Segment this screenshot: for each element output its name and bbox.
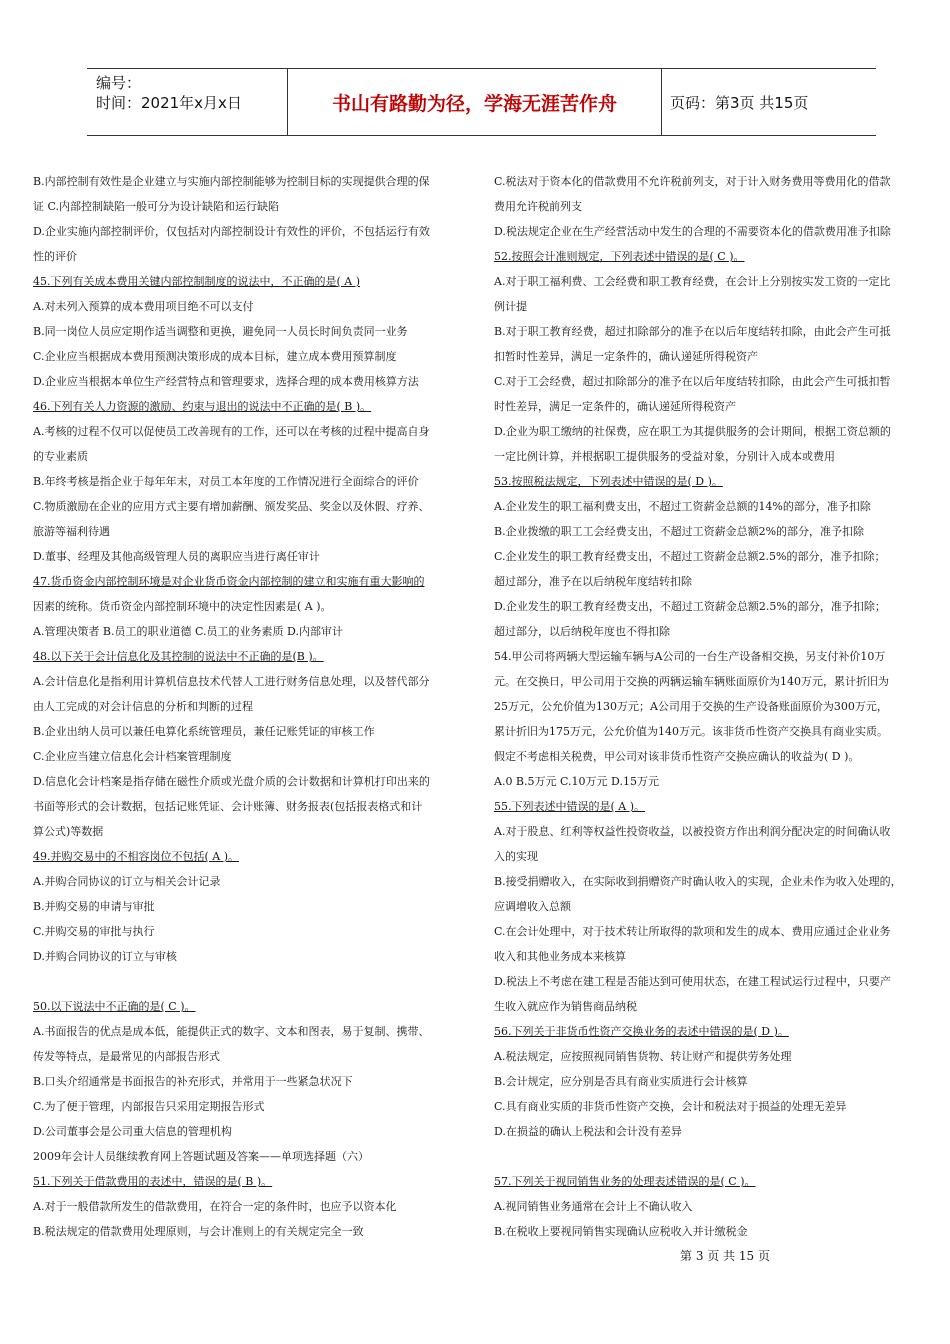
right-column-line: C.对于工会经费，超过扣除部分的准予在以后年度结转扣除，由此会产生可抵扣暂: [494, 375, 891, 388]
left-column-line: B.并购交易的申请与审批: [33, 900, 155, 913]
right-column-line: A.税法规定，应按照视同销售货物、转让财产和提供劳务处理: [494, 1050, 792, 1063]
right-column-line: 扣暂时性差异，满足一定条件的，确认递延所得税资产: [494, 350, 758, 363]
left-column-line: 49.并购交易中的不相容岗位不包括( A )。: [33, 850, 240, 863]
right-column-line: D.税法规定企业在生产经营活动中发生的合理的不需要资本化的借款费用准予扣除: [494, 225, 891, 238]
left-column-line: 由人工完成的对会计信息的分析和判断的过程: [33, 700, 253, 713]
left-column-line: 45.下列有关成本费用关键内部控制制度的说法中，不正确的是( A ): [33, 275, 361, 288]
right-column-line: A.对于职工福利费、工会经费和职工教育经费，在会计上分别按实发工资的一定比: [494, 275, 891, 288]
right-column-line: B.对于职工教育经费，超过扣除部分的准予在以后年度结转扣除，由此会产生可抵: [494, 325, 891, 338]
left-column-line: D.企业实施内部控制评价，仅包括对内部控制设计有效性的评价，不包括运行有效: [33, 225, 430, 238]
right-column-line: C.在会计处理中，对于技术转让所取得的款项和发生的成本、费用应通过企业业务: [494, 925, 891, 938]
left-column-line: 因素的统称。货币资金内部控制环境中的决定性因素是( A )。: [33, 600, 332, 613]
left-column-line: B.口头介绍通常是书面报告的补充形式，并常用于一些紧急状况下: [33, 1075, 353, 1088]
left-column-line: C.并购交易的审批与执行: [33, 925, 155, 938]
right-column-line: 55.下列表述中错误的是( A )。: [494, 800, 646, 813]
right-column-line: 54.甲公司将两辆大型运输车辆与A公司的一台生产设备相交换，另支付补价10万: [494, 650, 886, 663]
left-column-line: 旅游等福利待遇: [33, 525, 110, 538]
left-column-line: 书面等形式的会计数据，包括记账凭证、会计账簿、财务报表(包括报表格式和计: [33, 800, 423, 813]
header-page-number: 页码：第3页 共15页: [670, 93, 809, 112]
right-column-line: B.会计规定，应分别是否具有商业实质进行会计核算: [494, 1075, 748, 1088]
right-column-line: C.税法对于资本化的借款费用不允许税前列支，对于计入财务费用等费用化的借款: [494, 175, 891, 188]
left-column-line: C.为了便于管理，内部报告只采用定期报告形式: [33, 1100, 265, 1113]
right-column-line: C.企业发生的职工教育经费支出，不超过工资薪金总额2.5%的部分，准予扣除；: [494, 550, 886, 563]
header-motto: 书山有路勤为径，学海无涯苦作舟: [288, 69, 662, 135]
left-column: [33, 169, 473, 1244]
left-column-line: C.物质激励在企业的应用方式主要有增加薪酬、颁发奖品、奖金以及休假、疗养、: [33, 500, 430, 513]
right-column-line: 生收入就应作为销售商品纳税: [494, 1000, 637, 1013]
left-column-line: C.企业应当建立信息化会计档案管理制度: [33, 750, 232, 763]
right-column-line: [494, 1144, 938, 1169]
left-column-line: B.税法规定的借款费用处理原则，与会计准则上的有关规定完全一致: [33, 1225, 364, 1238]
right-column-line: 元。在交换日，甲公司用于交换的两辆运输车辆账面原价为140万元，累计折旧为: [494, 675, 889, 688]
right-column-line: 57.下列关于视同销售业务的处理表述错误的是( C )。: [494, 1175, 756, 1188]
left-column-line: A.对于一般借款所发生的借款费用，在符合一定的条件时，也应予以资本化: [33, 1200, 397, 1213]
right-column: [494, 169, 938, 1244]
left-column-line: A.书面报告的优点是成本低，能提供正式的数字、文本和图表，易于复制、携带、: [33, 1025, 430, 1038]
right-column-line: B.企业拨缴的职工工会经费支出，不超过工资薪金总额2%的部分，准予扣除: [494, 525, 865, 538]
left-column-line: 证 C.内部控制缺陷一般可分为设计缺陷和运行缺陷: [33, 200, 280, 213]
left-column-line: D.并购合同协议的订立与审核: [33, 950, 177, 963]
right-column-line: 25万元，公允价值为130万元；A公司用于交换的生产设备账面原价为300万元，: [494, 700, 888, 713]
right-column-line: D.在损益的确认上税法和会计没有差异: [494, 1125, 682, 1138]
time-label: 时间：2021年x月x日: [96, 94, 242, 112]
left-column-line: C.企业应当根据成本费用预测决策形成的成本目标，建立成本费用预算制度: [33, 350, 397, 363]
right-column-line: 例计提: [494, 300, 527, 313]
left-column-line: B.同一岗位人员应定期作适当调整和更换，避免同一人员长时间负责同一业务: [33, 325, 408, 338]
left-column-line: A.会计信息化是指利用计算机信息技术代替人工进行财务信息处理，以及替代部分: [33, 675, 430, 688]
right-column-line: 费用允许税前列支: [494, 200, 582, 213]
right-column-line: 时性差异，满足一定条件的，确认递延所得税资产: [494, 400, 736, 413]
right-column-line: 累计折旧为175万元，公允价值为140万元。该非货币性资产交换具有商业实质。: [494, 725, 888, 738]
right-column-line: A.企业发生的职工福利费支出，不超过工资薪金总额的14%的部分，准予扣除: [494, 500, 871, 513]
right-column-line: 一定比例计算，并根据职工提供服务的受益对象，分别计入成本或费用: [494, 450, 835, 463]
right-column-line: 52.按照会计准则规定，下列表述中错误的是( C )。: [494, 250, 745, 263]
right-column-line: B.在税收上要视同销售实现确认应税收入并计缴税金: [494, 1225, 748, 1238]
right-column-line: A.0 B.5万元 C.10万元 D.15万元: [494, 775, 659, 788]
right-column-line: D.税法上不考虑在建工程是否能达到可使用状态，在建工程试运行过程中，只要产: [494, 975, 891, 988]
left-column-line: D.董事、经理及其他高级管理人员的离职应当进行离任审计: [33, 550, 320, 563]
right-column-line: 超过部分，准予在以后纳税年度结转扣除: [494, 575, 692, 588]
right-column-line: C.具有商业实质的非货币性资产交换，会计和税法对于损益的处理无差异: [494, 1100, 847, 1113]
left-column-line: D.企业应当根据本单位生产经营特点和管理要求，选择合理的成本费用核算方法: [33, 375, 419, 388]
right-column-line: D.企业为职工缴纳的社保费，应在职工为其提供服务的会计期间，根据工资总额的: [494, 425, 891, 438]
left-column-line: A.并购合同协议的订立与相关会计记录: [33, 875, 221, 888]
left-column-line: B.内部控制有效性是企业建立与实施内部控制能够为控制目标的实现提供合理的保: [33, 175, 430, 188]
left-column-line: A.考核的过程不仅可以促使员工改善现有的工作，还可以在考核的过程中提高自身: [33, 425, 430, 438]
right-column-line: B.接受捐赠收入，在实际收到捐赠资产时确认收入的实现，企业未作为收入处理的，: [494, 875, 902, 888]
left-column-line: 性的评价: [33, 250, 77, 263]
left-column-line: B.企业出纳人员可以兼任电算化系统管理员，兼任记账凭证的审核工作: [33, 725, 375, 738]
left-column-line: 传发等特点，是最常见的内部报告形式: [33, 1050, 220, 1063]
left-column-line: 47.货币资金内部控制环境是对企业货币资金内部控制的建立和实施有重大影响的: [33, 575, 425, 588]
left-column-line: 48.以下关于会计信息化及其控制的说法中不正确的是(B )。: [33, 650, 324, 663]
right-column-line: A.对于股息、红利等权益性投资收益，以被投资方作出利润分配决定的时间确认收: [494, 825, 891, 838]
page-footer: 第 3 页 共 15 页: [680, 1249, 770, 1263]
number-label: 编号：: [96, 74, 142, 92]
left-column-line: 50.以下说法中不正确的是( C )。: [33, 1000, 196, 1013]
header-meta: [87, 69, 288, 135]
left-column-line: 51.下列关于借款费用的表述中，错误的是( B )。: [33, 1175, 273, 1188]
left-column-line: D.信息化会计档案是指存储在磁性介质或光盘介质的会计数据和计算机打印出来的: [33, 775, 430, 788]
left-column-line: D.公司董事会是公司重大信息的管理机构: [33, 1125, 232, 1138]
left-column-line: A.管理决策者 B.员工的职业道德 C.员工的业务素质 D.内部审计: [33, 625, 343, 638]
right-column-line: 收入和其他业务成本来核算: [494, 950, 626, 963]
right-column-line: 53.按照税法规定，下列表述中错误的是( D )。: [494, 475, 723, 488]
right-column-line: D.企业发生的职工教育经费支出，不超过工资薪金总额2.5%的部分，准予扣除；: [494, 600, 886, 613]
right-column-line: 应调增收入总额: [494, 900, 571, 913]
right-column-line: 超过部分，以后纳税年度也不得扣除: [494, 625, 670, 638]
right-column-line: 56.下列关于非货币性资产交换业务的表述中错误的是( D )。: [494, 1025, 789, 1038]
left-column-line: 2009年会计人员继续教育网上答题试题及答案——单项选择题（六）: [33, 1150, 369, 1163]
left-column-line: 算公式)等数据: [33, 825, 104, 838]
left-column-line: 46.下列有关人力资源的激励、约束与退出的说法中不正确的是( B )。: [33, 400, 372, 413]
page-header: [87, 68, 876, 136]
right-column-line: 入的实现: [494, 850, 538, 863]
left-column-line: B.年终考核是指企业于每年年末，对员工本年度的工作情况进行全面综合的评价: [33, 475, 419, 488]
left-column-line: [33, 969, 473, 994]
right-column-line: 假定不考虑相关税费，甲公司对该非货币性资产交换应确认的收益为( D )。: [494, 750, 860, 763]
left-column-line: A.对未列入预算的成本费用项目绝不可以支付: [33, 300, 254, 313]
right-column-line: A.视同销售业务通常在会计上不确认收入: [494, 1200, 693, 1213]
left-column-line: 的专业素质: [33, 450, 88, 463]
